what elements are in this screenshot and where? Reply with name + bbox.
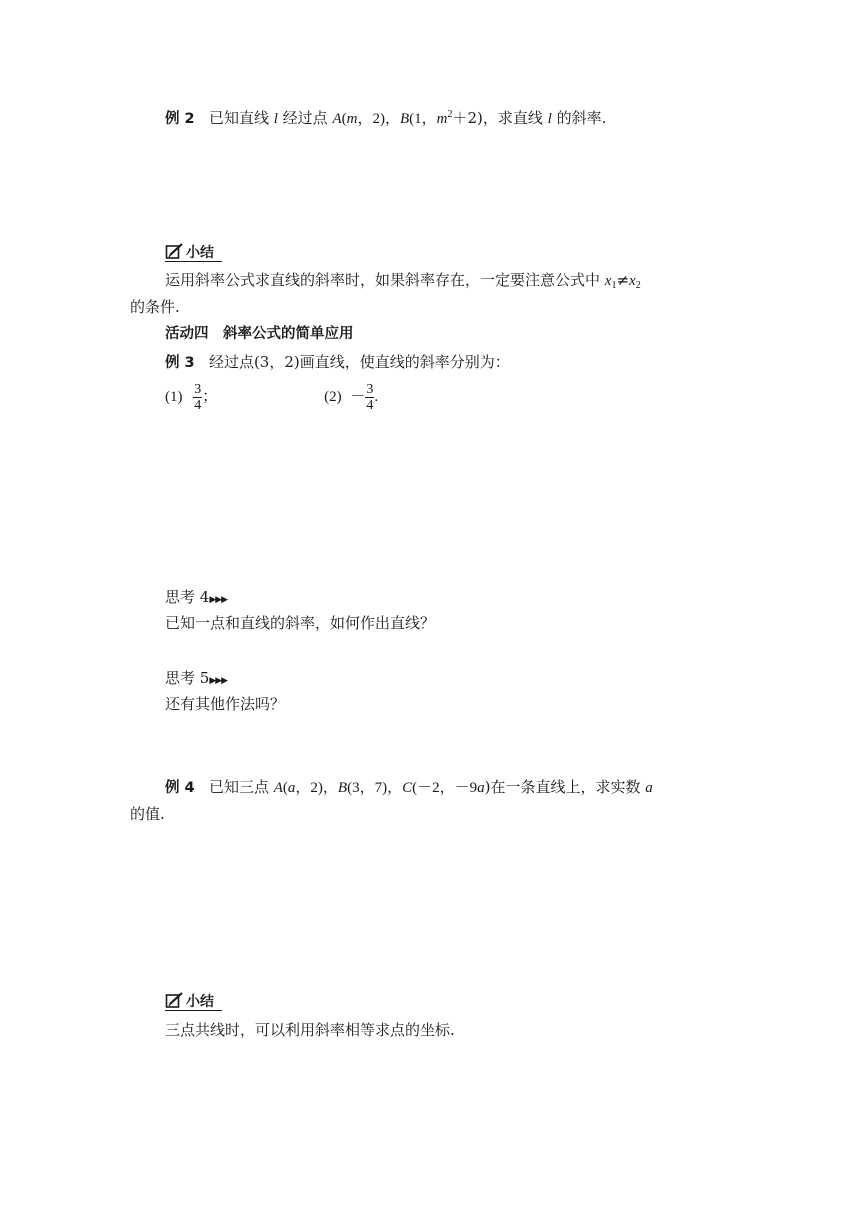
- fraction-neg-three-quarters: $\frac{3}{4}$: [366, 381, 374, 413]
- arrows-icon: ▶▶▶: [209, 676, 228, 686]
- summary-2-title: 小结: [186, 994, 214, 1010]
- example-2-label: 例 2: [165, 111, 195, 127]
- example-3: 例 3 经过点(3，2)画直线，使直线的斜率分别为：: [165, 353, 510, 371]
- example-4-line-1: 例 4 已知三点 A(a，2)，B(3，7)，C(－2，－9a)在一条直线上，求实数 a: [165, 778, 653, 796]
- activity-4-title: 活动四 斜率公式的简单应用: [165, 326, 354, 342]
- think-4-text: 已知一点和直线的斜率，如何作出直线？: [165, 614, 436, 632]
- example-4-label: 例 4: [165, 780, 195, 796]
- summary-1-heading: [165, 242, 214, 262]
- summary-1-title: 小结: [186, 245, 214, 261]
- example-3-label: 例 3: [165, 355, 195, 371]
- think-5-heading: 思考 5▶▶▶: [165, 669, 228, 687]
- think-5-text: 还有其他作法吗？: [165, 695, 286, 713]
- part-1-label: (1): [165, 389, 183, 405]
- arrows-icon: ▶▶▶: [209, 595, 228, 605]
- pencil-note-icon: [165, 992, 185, 1010]
- example-3-parts: (1) $\frac{3}{4}$ ； (2) － $\frac{3}{4}$ .: [165, 381, 379, 413]
- example-2: 例 2 已知直线 l 经过点 A(m，2)，B(1，$m^2+2$)，求直线 l 的斜率.: [165, 109, 607, 127]
- summary-2-heading: [165, 991, 214, 1011]
- fraction-three-quarters: $\frac{3}{4}$: [194, 381, 202, 413]
- summary-1-line-1: 运用斜率公式求直线的斜率时，如果斜率存在，一定要注意公式中 $x_1\ne x_2$: [165, 271, 641, 291]
- summary-1-underline: [165, 261, 222, 262]
- summary-2-text: 三点共线时，可以利用斜率相等求点的坐标.: [165, 1021, 455, 1039]
- summary-1-line-2: 的条件.: [130, 298, 180, 316]
- summary-2-underline: [165, 1010, 222, 1011]
- part-2-label: (2): [324, 389, 342, 405]
- think-4-heading: 思考 4▶▶▶: [165, 588, 228, 606]
- pencil-note-icon: [165, 243, 185, 261]
- example-4-line-2: 的值.: [130, 805, 165, 823]
